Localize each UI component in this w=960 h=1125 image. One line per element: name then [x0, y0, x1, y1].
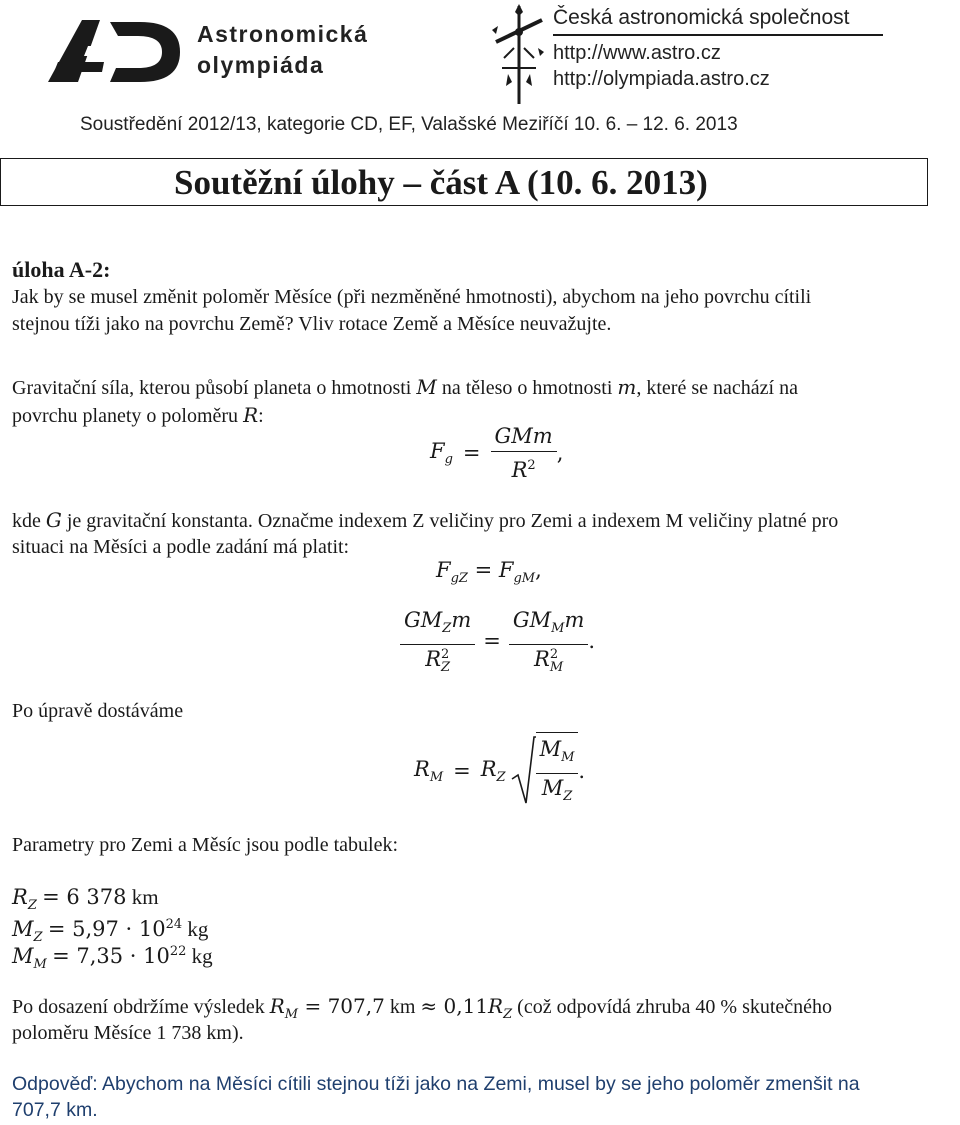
task-question-line1: Jak by se musel změnit poloměr Měsíce (při nezměněné hmotnosti), abychom na jeho povrchu cítili	[12, 286, 812, 308]
task-label: úloha A-2:	[12, 257, 111, 282]
answer-line-1: Odpověď: Abychom na Měsíci cítili stejnou tíži jako na Zemi, musel by se jeho poloměr zmenšit na	[12, 1073, 860, 1095]
solution-paragraph-1: Gravitační síla, kterou působí planeta o hmotnosti M na těleso o hmotnosti m, které se nachází na	[12, 375, 798, 399]
solution-paragraph-4: Parametry pro Zemi a Měsíc jsou podle tabulek:	[12, 834, 399, 856]
solution-paragraph-3: Po úpravě dostáváme	[12, 700, 184, 722]
solution-paragraph-2-cont: situaci na Měsíci a podle zadání má platit:	[12, 536, 350, 558]
title-box	[0, 158, 928, 206]
equation-force-equality: $F_{gZ} = F_{gM}$,	[436, 558, 542, 587]
logo-text-line2: olympiáda	[197, 52, 325, 78]
solution-paragraph-2: kde G je gravitační konstanta. Označme indexem Z veličiny pro Zemi a indexem M veličiny platné pro	[12, 508, 839, 532]
param-earth-mass: $M_Z = 5,97 \cdot 10^{24}$ kg	[12, 917, 209, 946]
equation-force-expanded: $GM_Zm$ R 2 Z = $GM_Mm$ R 2 M .	[400, 608, 595, 674]
task-question-line2: stejnou tíži jako na povrchu Země? Vliv rotace Země a Měsíce neuvažujte.	[12, 313, 612, 335]
header-rule	[553, 34, 883, 36]
solution-result: Po dosazení obdržíme výsledek $R_M = 707,7$ km ≈ $0,11R_Z$ (což odpovídá zhruba 40 % skutečného	[12, 994, 833, 1022]
page-title: Soutěžní úlohy – část A (10. 6. 2013)	[174, 163, 708, 202]
telescope-emblem-icon	[488, 2, 550, 108]
society-name: Česká astronomická společnost	[553, 6, 850, 29]
square-root-icon	[510, 735, 536, 807]
equation-moon-radius: $R_M$ = $R_Z$ $\frac{M_M}{M_Z}$ .	[414, 732, 585, 809]
logo-text-line1: Astronomická	[197, 21, 369, 47]
url-astro[interactable]: http://www.astro.cz	[553, 42, 721, 64]
url-olympiada[interactable]: http://olympiada.astro.cz	[553, 68, 770, 90]
param-moon-mass: $M_M = 7,35 \cdot 10^{22}$ kg	[12, 944, 213, 973]
answer-line-2: 707,7 km.	[12, 1099, 98, 1121]
param-earth-radius: $R_Z = 6$ 378 km	[12, 885, 159, 914]
solution-result-cont: poloměru Měsíce 1 738 km).	[12, 1022, 244, 1044]
equation-gravity-force: $F_g$ = $\frac{\text{GMm}}{R^2}$ ,	[430, 424, 564, 482]
solution-paragraph-1-cont: povrchu planety o poloměru R:	[12, 403, 264, 427]
event-line: Soustředění 2012/13, kategorie CD, EF, Valašské Meziříčí 10. 6. – 12. 6. 2013	[80, 114, 738, 135]
ao-logo-icon	[48, 16, 188, 88]
